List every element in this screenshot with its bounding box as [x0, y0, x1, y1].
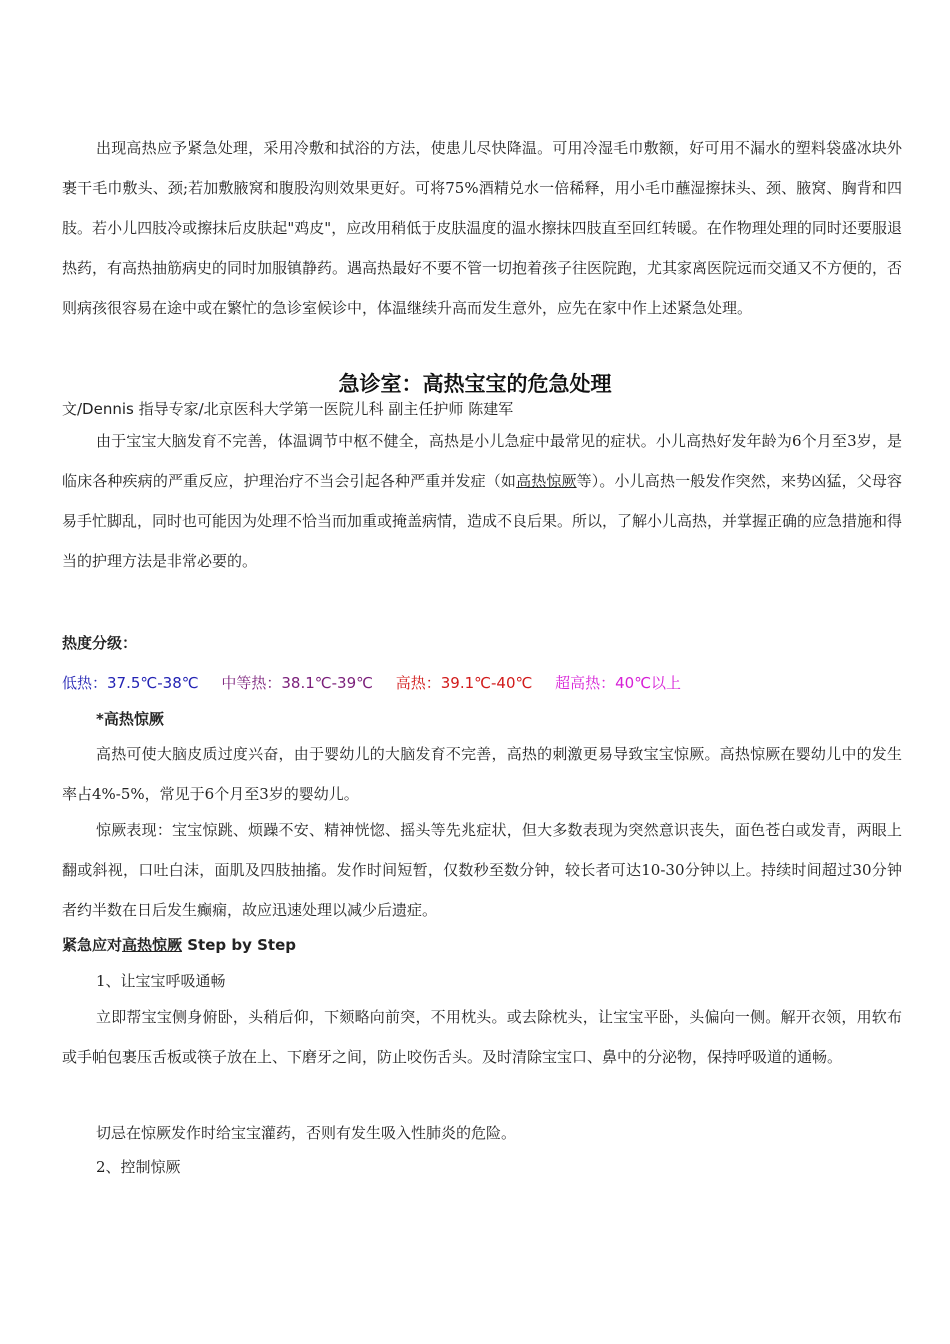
heat-levels-heading: 热度分级： [62, 634, 138, 652]
article-title: 急诊室：高热宝宝的危急处理 [338, 372, 612, 396]
convulsion-paragraph-1: 高热可使大脑皮质过度兴奋，由于婴幼儿的大脑发育不完善，高热的刺激更易导致宝宝惊厥。高热惊厥在婴幼儿中的发生率占4%-5%，常见于6个月至3岁的婴幼儿。 [62, 745, 902, 803]
steps-heading-text-b: Step by Step [182, 936, 296, 954]
step-1-paragraph: 立即帮宝宝侧身俯卧，头稍后仰，下颏略向前突，不用枕头。或去除枕头，让宝宝平卧，头偏向一侧。解开衣领，用软布或手帕包裹压舌板或筷子放在上、下磨牙之间，防止咬伤舌头。及时清除宝宝口、鼻中的分泌物，保持呼吸道的通畅。 [62, 1008, 902, 1066]
convulsion-paragraph-2: 惊厥表现：宝宝惊跳、烦躁不安、精神恍惚、摇头等先兆症状，但大多数表现为突然意识丧失，面色苍白或发青，两眼上翻或斜视，口吐白沫，面肌及四肢抽搐。发作时间短暂，仅数秒至数分钟，较长者可达10-30分钟以上。持续时间超过30分钟者约半数在日后发生癫痫，故应迅速处理以减少后遗症。 [62, 821, 902, 919]
heat-level-high: 高热：39.1℃-40℃ [395, 674, 533, 692]
article-intro-text-b: 等）。小儿高热一般发作突然，来势凶猛，父母容易手忙脚乱，同时也可能因为处理不恰当而加重或掩盖病情，造成不良后果。所以，了解小儿高热，并掌握正确的应急措施和得当的护理方法是非常必要的。 [62, 472, 903, 570]
heat-levels-row [62, 672, 699, 693]
steps-heading [62, 934, 296, 956]
step-1-title: 1、让宝宝呼吸通畅 [96, 972, 226, 990]
article-byline: 文/Dennis 指导专家/北京医科大学第一医院儿科 副主任护师 陈建军 [62, 400, 514, 418]
warning-text: 切忌在惊厥发作时给宝宝灌药，否则有发生吸入性肺炎的危险。 [96, 1124, 517, 1142]
intro-paragraph: 出现高热应予紧急处理，采用冷敷和拭浴的方法，使患儿尽快降温。可用冷湿毛巾敷额，好可用不漏水的塑料袋盛冰块外裹干毛巾敷头、颈;若加敷腋窝和腹股沟则效果更好。可将75%酒精兑水一倍稀释，用小毛巾蘸湿擦抹头、颈、腋窝、胸背和四肢。若小儿四肢冷或擦抹后皮肤起"鸡皮"，应改用稍低于皮肤温度的温水擦抹四肢直至回红转暖。在作物理处理的同时还要服退热药，有高热抽筋病史的同时加服镇静药。遇高热最好不要不管一切抱着孩子往医院跑，尤其家离医院远而交通又不方便的，否则病孩很容易在途中或在繁忙的急诊室候诊中，体温继续升高而发生意外，应先在家中作上述紧急处理。 [62, 139, 903, 317]
heat-level-low: 低热：37.5℃-38℃ [62, 674, 199, 692]
heat-level-very-high: 超高热：40℃以上 [555, 674, 682, 692]
steps-heading-text-a: 紧急应对 [62, 936, 123, 954]
heat-level-moderate: 中等热：38.1℃-39℃ [221, 674, 373, 692]
convulsion-heading: *高热惊厥 [96, 710, 164, 728]
step-2-title: 2、控制惊厥 [96, 1158, 181, 1176]
steps-heading-link[interactable]: 高热惊厥 [122, 936, 183, 954]
febrile-convulsion-link[interactable]: 高热惊厥 [516, 472, 577, 490]
article-intro-paragraph [62, 421, 902, 581]
article-intro-text-a: 由于宝宝大脑发育不完善，体温调节中枢不健全，高热是小儿急症中最常见的症状。小儿高热好发年龄为6个月至3岁，是临床各种疾病的严重反应，护理治疗不当会引起各种严重并发症（如 [62, 432, 902, 490]
